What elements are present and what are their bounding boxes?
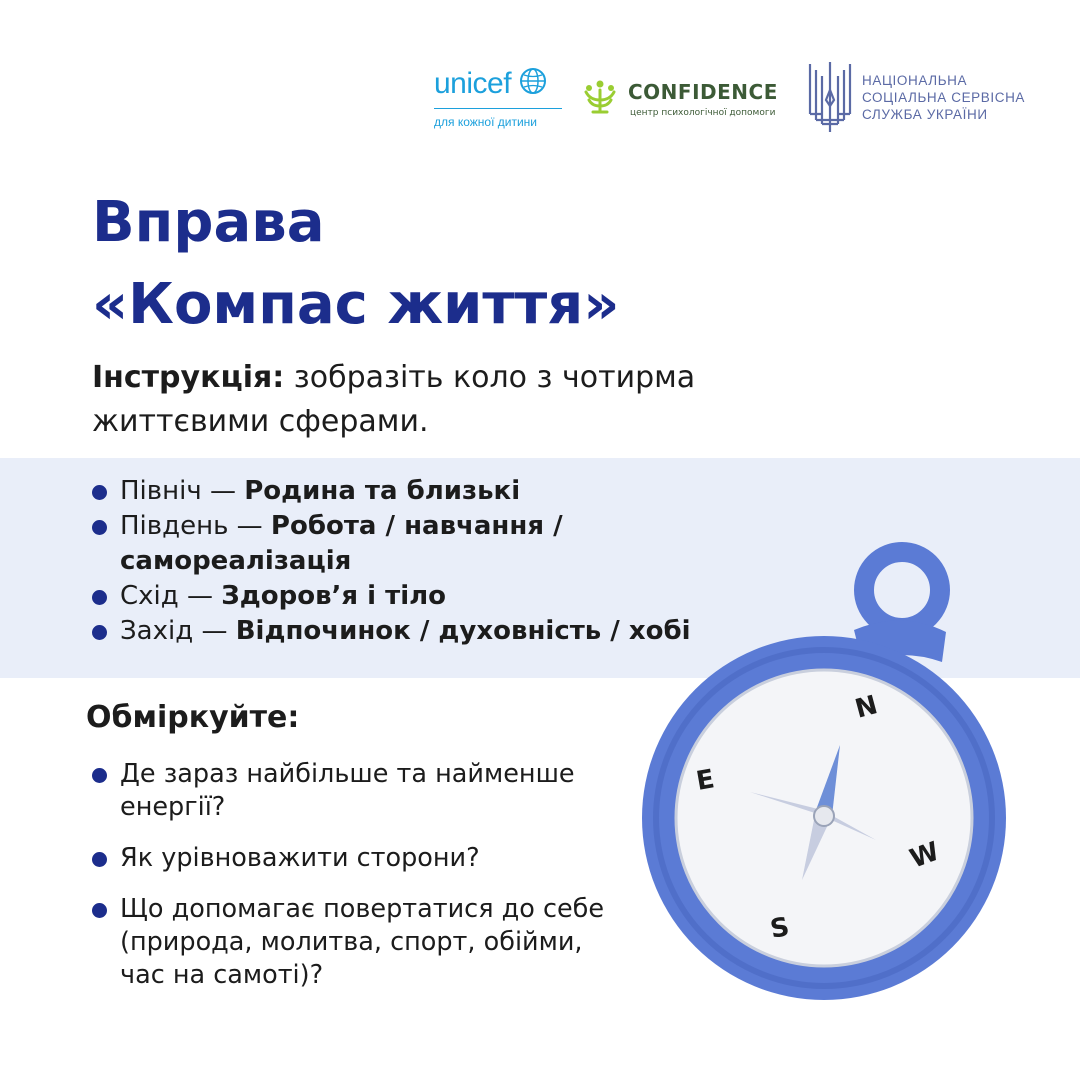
confidence-tagline: центр психологічної допомоги xyxy=(630,108,776,118)
partner-logos xyxy=(420,60,1060,140)
sphere-direction: Північ — xyxy=(120,476,245,506)
sphere-direction: Схід — xyxy=(120,581,222,611)
compass-illustration xyxy=(640,540,1020,1010)
bullet-icon xyxy=(92,852,107,867)
nssu-line-2: СОЦІАЛЬНА СЕРВІСНА xyxy=(862,90,1026,105)
bullet-icon xyxy=(92,768,107,783)
nssu-line-3: СЛУЖБА УКРАЇНИ xyxy=(862,107,988,122)
bullet-icon xyxy=(92,625,107,640)
list-item xyxy=(92,474,792,509)
title-line-2: «Компас життя» xyxy=(92,272,620,337)
unicef-wordmark: unicef xyxy=(434,67,512,100)
confidence-wordmark: CONFIDENCE xyxy=(628,80,778,104)
title-line-1: Вправа xyxy=(92,190,325,255)
bullet-icon xyxy=(92,590,107,605)
compass-label-s: S xyxy=(768,912,792,945)
instruction-label: Інструкція: xyxy=(92,360,285,395)
question-text: Де зараз найбільше та найменше енергії? xyxy=(120,759,575,822)
reflect-heading: Обміркуйте: xyxy=(86,700,300,735)
compass-label-n: N xyxy=(852,690,881,725)
question-text: Як урівноважити сторони? xyxy=(120,843,480,873)
question-text: Що допомагає повертатися до себе (природа, молитва, спорт, обійми, час на самоті)? xyxy=(120,894,605,990)
nssu-line-1: НАЦІОНАЛЬНА xyxy=(862,73,968,88)
unicef-globe-icon xyxy=(518,66,548,96)
confidence-sprout-icon xyxy=(580,76,620,116)
list-item xyxy=(92,893,612,992)
bullet-icon xyxy=(92,485,107,500)
compass-label-w: W xyxy=(906,836,944,875)
bullet-icon xyxy=(92,520,107,535)
instruction-body: зобразіть коло з чотирма життєвими сферами. xyxy=(92,360,696,439)
sphere-area: Родина та близькі xyxy=(244,476,521,506)
unicef-tagline: для кожної дитини xyxy=(434,115,537,129)
sphere-area: Робота / навчання / самореалізація xyxy=(120,511,563,576)
reflect-questions xyxy=(92,758,612,1010)
sphere-direction: Захід — xyxy=(120,616,236,646)
list-item xyxy=(92,842,612,875)
sphere-area: Відпочинок / духовність / хобі xyxy=(235,616,691,646)
compass-label-e: E xyxy=(694,764,717,797)
sphere-direction: Південь — xyxy=(120,511,271,541)
list-item xyxy=(92,758,612,824)
bullet-icon xyxy=(92,903,107,918)
unicef-divider xyxy=(434,108,562,109)
page-title xyxy=(92,182,619,346)
unicef-logo xyxy=(434,66,562,129)
instruction-text xyxy=(92,356,792,444)
trident-emblem-icon xyxy=(806,60,854,134)
sphere-area: Здоров’я і тіло xyxy=(221,581,447,611)
nssu-name xyxy=(862,72,1025,123)
